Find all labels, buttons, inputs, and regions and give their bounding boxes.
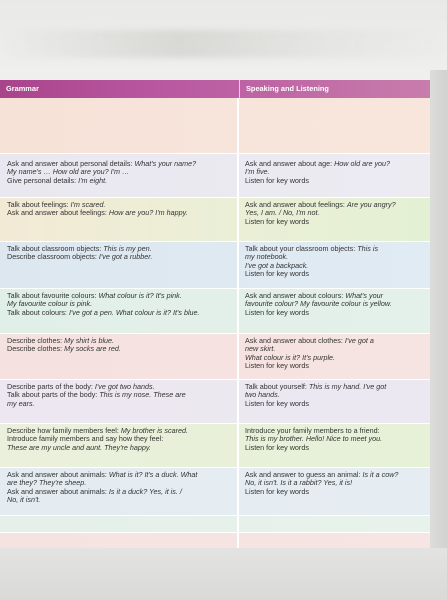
cell-line xyxy=(7,383,233,391)
example-text: I've got a xyxy=(344,337,374,345)
cell-line xyxy=(7,471,233,479)
cell-line xyxy=(7,391,233,399)
description-text: Listen for key words xyxy=(245,399,309,408)
description-text: Introduce your family members to a friend: xyxy=(245,427,380,435)
example-text: My socks are red. xyxy=(64,345,121,354)
example-text: How are you? I'm happy. xyxy=(108,209,188,218)
description-text: Talk about yourself: xyxy=(245,383,309,391)
description-text: Give personal details: xyxy=(7,176,79,185)
blurred-heading xyxy=(0,30,447,58)
cell-line xyxy=(245,337,426,345)
description-text: Talk about favourite colours: xyxy=(7,292,99,300)
description-text: Describe clothes: xyxy=(7,337,65,345)
grammar-cell xyxy=(0,516,239,532)
description-text: Ask and answer about colours: xyxy=(245,292,346,300)
cell-line xyxy=(7,160,233,168)
example-text: My name's … How old are you? I'm … xyxy=(7,168,130,177)
description-text: Ask and answer about feelings: xyxy=(245,201,347,209)
table-row xyxy=(0,380,430,424)
speaking-cell xyxy=(239,334,430,379)
cell-line xyxy=(7,496,233,504)
cell-line xyxy=(7,488,233,496)
speaking-cell xyxy=(239,242,430,288)
example-text: What colour is it? It's pink. xyxy=(98,292,182,300)
cell-line xyxy=(245,362,426,370)
example-text: What's your name? xyxy=(134,160,197,168)
table-row xyxy=(0,468,430,516)
cell-line xyxy=(245,444,426,452)
example-text: my ears. xyxy=(7,399,35,408)
cell-line xyxy=(7,309,233,317)
table-header xyxy=(0,80,430,98)
description-text: Describe how family members feel: xyxy=(7,427,121,435)
grammar-cell xyxy=(0,198,239,241)
cell-line xyxy=(245,168,426,176)
example-text: my notebook. xyxy=(245,253,289,262)
example-text: I'm eight. xyxy=(78,176,108,185)
example-text: new skirt. xyxy=(245,345,276,354)
description-text: Listen for key words xyxy=(245,176,309,185)
cell-line xyxy=(245,391,426,399)
grammar-cell xyxy=(0,154,239,197)
grammar-cell xyxy=(0,242,239,288)
cell-line xyxy=(7,253,233,261)
cell-line xyxy=(7,345,233,353)
example-text: Is it a cow? xyxy=(362,471,399,479)
example-text: favourite colour? My favourite colour is yellow. xyxy=(245,300,392,309)
table-row xyxy=(0,334,430,380)
description-text: Listen for key words xyxy=(245,217,309,226)
cell-line xyxy=(245,245,426,253)
example-text: I'm five. xyxy=(245,168,270,177)
example-text: This is xyxy=(357,245,379,253)
cell-line xyxy=(245,309,426,317)
grammar-header: Grammar xyxy=(6,84,39,93)
cell-line xyxy=(245,262,426,270)
speaking-cell xyxy=(239,289,430,333)
description-text: Talk about your classroom objects: xyxy=(245,245,358,253)
cell-line xyxy=(245,427,426,435)
speaking-listening-header: Speaking and Listening xyxy=(239,80,430,98)
description-text: Listen for key words xyxy=(245,308,309,317)
speaking-cell xyxy=(239,533,430,549)
description-text: Talk about parts of the body: xyxy=(7,391,100,400)
grammar-cell xyxy=(0,424,239,467)
cell-line xyxy=(7,168,233,176)
description-text: Talk about classroom objects: xyxy=(7,245,104,253)
example-text: What colour is it? It's purple. xyxy=(245,353,336,362)
table-row xyxy=(0,289,430,334)
cell-line xyxy=(245,471,426,479)
speaking-cell xyxy=(239,154,430,197)
example-text: Are you angry? xyxy=(346,201,396,209)
cell-line xyxy=(7,444,233,452)
example-text: This is my hand. I've got xyxy=(308,383,387,391)
description-text: Ask and answer to guess an animal: xyxy=(245,471,363,479)
cell-line xyxy=(7,245,233,253)
table-row xyxy=(0,198,430,242)
description-text: Ask and answer about feelings: xyxy=(7,209,109,218)
cell-line xyxy=(7,479,233,487)
cell-line xyxy=(245,435,426,443)
example-text: I'm scared. xyxy=(70,201,106,209)
description-text: Talk about colours: xyxy=(7,308,69,317)
example-text: These are my uncle and aunt. They're happy. xyxy=(7,443,151,452)
description-text: Listen for key words xyxy=(245,269,309,278)
example-text: I've got a pen. What colour is it? It's blue. xyxy=(68,308,200,317)
cell-line xyxy=(7,209,233,217)
example-text: My brother is scared. xyxy=(120,427,188,435)
example-text: I've got two hands. xyxy=(94,383,155,391)
cell-line xyxy=(245,488,426,496)
example-text: This is my nose. These are xyxy=(99,391,186,400)
description-text: Ask and answer about animals: xyxy=(7,471,109,479)
description-text: Listen for key words xyxy=(245,443,309,452)
cell-line xyxy=(7,435,233,443)
speaking-cell xyxy=(239,468,430,515)
cell-line xyxy=(7,300,233,308)
cell-line xyxy=(7,292,233,300)
example-text: What is it? It's a duck. What xyxy=(108,471,198,479)
example-text: This is my pen. xyxy=(103,245,152,253)
grammar-cell xyxy=(0,380,239,423)
example-text: Is it a duck? Yes, it is. / xyxy=(108,487,182,496)
example-text: How old are you? xyxy=(334,160,391,168)
grammar-cell xyxy=(0,289,239,333)
cell-line xyxy=(245,177,426,185)
description-text: Ask and answer about age: xyxy=(245,160,335,168)
speaking-cell xyxy=(239,380,430,423)
example-text: What's your xyxy=(345,292,384,300)
cell-line xyxy=(245,201,426,209)
speaking-cell xyxy=(239,98,430,153)
cell-line xyxy=(245,400,426,408)
table-row xyxy=(0,424,430,468)
description-text: Describe classroom objects: xyxy=(7,253,99,262)
description-text: Listen for key words xyxy=(245,361,309,370)
example-text: My shirt is blue. xyxy=(64,337,115,345)
speaking-cell xyxy=(239,516,430,532)
table-row xyxy=(0,154,430,198)
table-row xyxy=(0,98,430,154)
table-row xyxy=(0,242,430,289)
description-text: Describe clothes: xyxy=(7,345,65,354)
description-text: Talk about feelings: xyxy=(7,201,71,209)
cell-line xyxy=(245,479,426,487)
cell-line xyxy=(245,300,426,308)
grammar-cell xyxy=(0,533,239,549)
example-text: I've got a backpack. xyxy=(245,261,309,270)
grammar-cell xyxy=(0,468,239,515)
cell-line xyxy=(245,270,426,278)
cell-line xyxy=(245,209,426,217)
table-row xyxy=(0,516,430,533)
example-text: two hands. xyxy=(245,391,280,400)
syllabus-table xyxy=(0,80,430,580)
example-text: My favourite colour is pink. xyxy=(7,300,93,309)
cell-line xyxy=(7,427,233,435)
example-text: are they? They're sheep. xyxy=(7,479,87,488)
example-text: No, it isn't. Is it a rabbit? Yes, it is! xyxy=(245,479,353,488)
cell-line xyxy=(7,400,233,408)
cell-line xyxy=(7,177,233,185)
description-text: Ask and answer about personal details: xyxy=(7,160,135,168)
cell-line xyxy=(7,337,233,345)
bottom-shadow xyxy=(0,548,447,600)
example-text: This is my brother. Hello! Nice to meet you. xyxy=(245,435,383,444)
example-text: Yes, I am. / No, I'm not. xyxy=(245,209,320,218)
description-text: Ask and answer about clothes: xyxy=(245,337,345,345)
cell-line xyxy=(245,218,426,226)
cell-line xyxy=(245,345,426,353)
grammar-cell xyxy=(0,98,239,153)
speaking-cell xyxy=(239,198,430,241)
page-edge-shadow xyxy=(430,70,447,600)
cell-line xyxy=(245,383,426,391)
cell-line xyxy=(245,253,426,261)
speaking-cell xyxy=(239,424,430,467)
description-text: Introduce family members and say how they feel: xyxy=(7,435,164,444)
example-text: No, it isn't. xyxy=(7,495,41,504)
description-text: Listen for key words xyxy=(245,487,309,496)
example-text: I've got a rubber. xyxy=(98,253,153,262)
cell-line xyxy=(245,292,426,300)
grammar-cell xyxy=(0,334,239,379)
cell-line xyxy=(245,160,426,168)
description-text: Describe parts of the body: xyxy=(7,383,95,391)
cell-line xyxy=(7,201,233,209)
cell-line xyxy=(245,354,426,362)
description-text: Ask and answer about animals: xyxy=(7,487,109,496)
